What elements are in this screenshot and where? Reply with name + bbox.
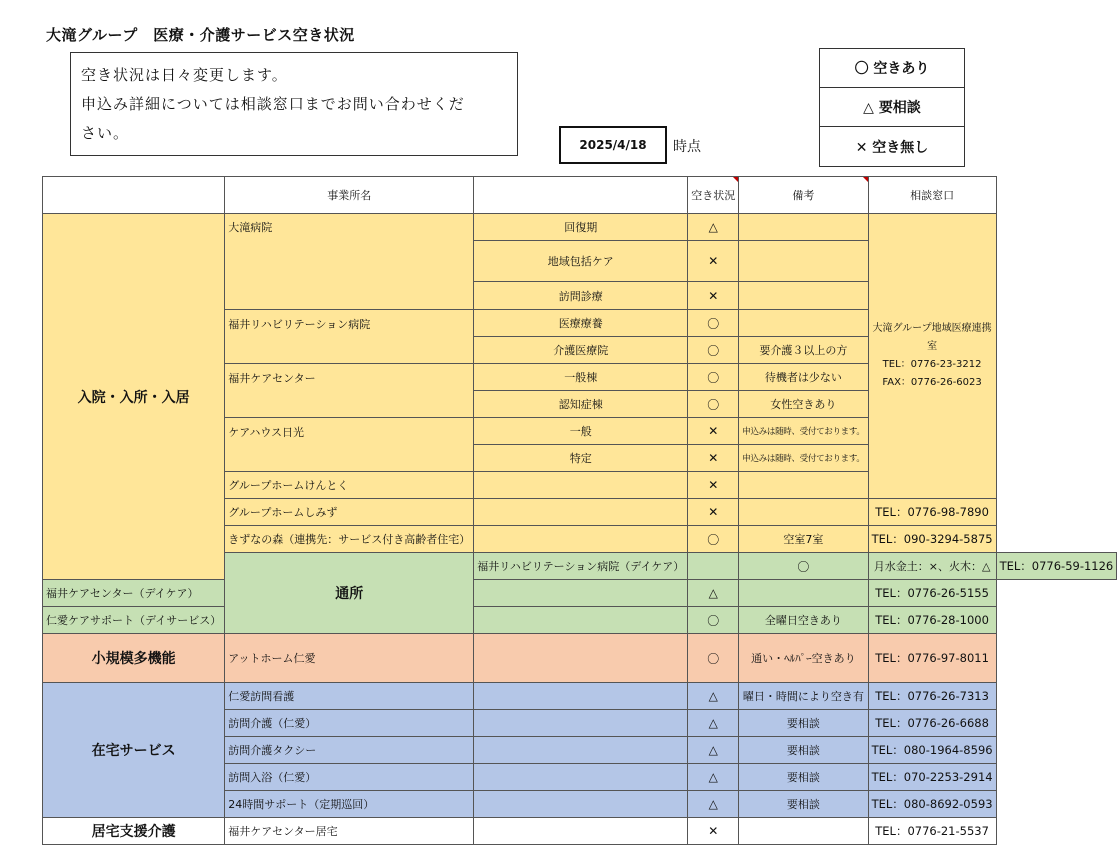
facility-name: 福井ケアセンター居宅	[225, 818, 474, 845]
facility-name: 福井ケアセンター	[225, 364, 474, 418]
note-cell: 月水金土：×、火木：△	[868, 553, 996, 580]
category-zaitaku: 在宅サービス	[43, 683, 225, 818]
status-cell: ✕	[688, 472, 739, 499]
contact-cell: TEL：080-1964-8596	[868, 737, 996, 764]
note-cell	[739, 580, 868, 607]
status-cell: 〇	[688, 310, 739, 337]
category-tsusho: 通所	[225, 553, 474, 634]
note-cell	[739, 472, 868, 499]
status-cell: ✕	[688, 241, 739, 282]
status-cell: ✕	[688, 282, 739, 310]
status-cell: 〇	[688, 526, 739, 553]
table-row	[43, 214, 1117, 241]
contact-cell: TEL：0776-26-7313	[868, 683, 996, 710]
category-nyuin: 入院・入所・入居	[43, 214, 225, 580]
facility-sub	[474, 472, 688, 499]
note-cell: 女性空きあり	[739, 391, 868, 418]
status-cell: ✕	[688, 818, 739, 845]
contact-cell: TEL：070-2253-2914	[868, 764, 996, 791]
facility-name: 大滝病院	[225, 214, 474, 310]
date-box: 2025/4/18	[559, 126, 667, 164]
note-cell	[739, 241, 868, 282]
note-cell	[739, 310, 868, 337]
status-cell: △	[688, 214, 739, 241]
note-cell	[739, 282, 868, 310]
note-cell: 空室7室	[739, 526, 868, 553]
facility-name: 福井ケアセンター（デイケア）	[43, 580, 225, 607]
legend-consult: △ 要相談	[820, 88, 964, 127]
facility-name: 訪問介護タクシー	[225, 737, 474, 764]
status-cell: 〇	[739, 553, 868, 580]
facility-sub	[474, 634, 688, 683]
status-cell: 〇	[688, 337, 739, 364]
note-cell: 曜日・時間により空き有	[739, 683, 868, 710]
header-facility: 事業所名	[225, 177, 474, 214]
contact-cell: TEL：0776-97-8011	[868, 634, 996, 683]
contact-cell: TEL：0776-21-5537	[868, 818, 996, 845]
facility-sub	[474, 683, 688, 710]
note-cell: 待機者は少ない	[739, 364, 868, 391]
table-row	[43, 818, 1117, 845]
status-cell: 〇	[688, 391, 739, 418]
table-row	[43, 683, 1117, 710]
note-cell	[739, 499, 868, 526]
date-suffix: 時点	[673, 139, 701, 155]
contact-cell: TEL：090-3294-5875	[868, 526, 996, 553]
note-cell: 申込みは随時、受付ております。	[739, 445, 868, 472]
facility-sub	[688, 553, 739, 580]
facility-sub	[474, 791, 688, 818]
status-cell: 〇	[688, 634, 739, 683]
note-cell: 要相談	[739, 710, 868, 737]
status-cell: △	[688, 710, 739, 737]
note-cell: 全曜日空きあり	[739, 607, 868, 634]
category-shokibo: 小規模多機能	[43, 634, 225, 683]
facility-sub: 訪問診療	[474, 282, 688, 310]
contact-cell: TEL：080-8692-0593	[868, 791, 996, 818]
contact-cell: TEL：0776-26-5155	[868, 580, 996, 607]
facility-name: グループホームけんとく	[225, 472, 474, 499]
note-cell	[739, 818, 868, 845]
facility-name: きずなの森（連携先：サービス付き高齢者住宅）	[225, 526, 474, 553]
facility-sub	[474, 607, 688, 634]
facility-sub: 地域包括ケア	[474, 241, 688, 282]
category-kyotaku: 居宅支援介護	[43, 818, 225, 845]
facility-name: アットホーム仁愛	[225, 634, 474, 683]
status-cell: ✕	[688, 499, 739, 526]
note-cell: 要相談	[739, 791, 868, 818]
note-cell: 要相談	[739, 737, 868, 764]
status-cell: △	[688, 683, 739, 710]
header-note: 備考	[739, 177, 868, 214]
facility-sub: 回復期	[474, 214, 688, 241]
legend-full: ✕ 空き無し	[855, 139, 929, 156]
facility-name: グループホームしみず	[225, 499, 474, 526]
header-category	[43, 177, 225, 214]
status-cell: △	[688, 580, 739, 607]
availability-table	[42, 176, 1117, 845]
header-sub	[474, 177, 688, 214]
status-cell: △	[688, 737, 739, 764]
note-cell: 申込みは随時、受付ております。	[739, 418, 868, 445]
madoguchi-name: 大滝グループ地域医療連携室	[872, 323, 992, 352]
page-title: 大滝グループ 医療・介護サービス空き状況	[46, 26, 355, 44]
contact-cell: TEL：0776-98-7890	[868, 499, 996, 526]
note-cell: 要相談	[739, 764, 868, 791]
note-cell: 要介護３以上の方	[739, 337, 868, 364]
status-cell: 〇	[688, 607, 739, 634]
facility-sub	[474, 499, 688, 526]
facility-sub	[474, 580, 688, 607]
madoguchi-fax: FAX：0776-26-6023	[882, 377, 982, 388]
legend	[819, 48, 965, 167]
status-cell: ✕	[688, 445, 739, 472]
status-cell: △	[688, 764, 739, 791]
facility-name: 仁愛ケアサポート（デイサービス）	[43, 607, 225, 634]
facility-name: 福井リハビリテーション病院（デイケア）	[474, 553, 688, 580]
facility-name: 訪問入浴（仁愛）	[225, 764, 474, 791]
table-row	[43, 634, 1117, 683]
facility-name: ケアハウス日光	[225, 418, 474, 472]
notice-box	[70, 52, 518, 156]
status-cell: 〇	[688, 364, 739, 391]
facility-sub: 介護医療院	[474, 337, 688, 364]
contact-madoguchi	[868, 214, 996, 499]
status-cell: ✕	[688, 418, 739, 445]
contact-cell: TEL：0776-28-1000	[868, 607, 996, 634]
status-cell: △	[688, 791, 739, 818]
contact-cell: TEL：0776-59-1126	[996, 553, 1117, 580]
facility-name: 福井リハビリテーション病院	[225, 310, 474, 364]
facility-name: 仁愛訪問看護	[225, 683, 474, 710]
contact-cell: TEL：0776-26-6688	[868, 710, 996, 737]
facility-sub	[474, 737, 688, 764]
notice-line-3: さい。	[81, 124, 130, 142]
facility-name: 訪問介護（仁愛）	[225, 710, 474, 737]
table-row	[43, 607, 1117, 634]
facility-sub: 認知症棟	[474, 391, 688, 418]
facility-sub: 一般棟	[474, 364, 688, 391]
facility-sub: 特定	[474, 445, 688, 472]
note-cell: 通い・ﾍﾙﾊﾟｰ空きあり	[739, 634, 868, 683]
facility-sub: 医療療養	[474, 310, 688, 337]
header-status: 空き状況	[688, 177, 739, 214]
madoguchi-tel: TEL：0776-23-3212	[882, 359, 982, 370]
facility-sub	[474, 710, 688, 737]
legend-available: 〇 空きあり	[820, 49, 964, 88]
facility-sub	[474, 764, 688, 791]
notice-line-2: 申込み詳細については相談窓口までお問い合わせくだ	[81, 95, 465, 113]
header-contact: 相談窓口	[868, 177, 996, 214]
note-cell	[739, 214, 868, 241]
facility-sub	[474, 818, 688, 845]
facility-sub: 一般	[474, 418, 688, 445]
facility-name: 24時間サポート（定期巡回）	[225, 791, 474, 818]
notice-line-1: 空き状況は日々変更します。	[81, 66, 288, 84]
facility-sub	[474, 526, 688, 553]
table-row	[43, 580, 1117, 607]
